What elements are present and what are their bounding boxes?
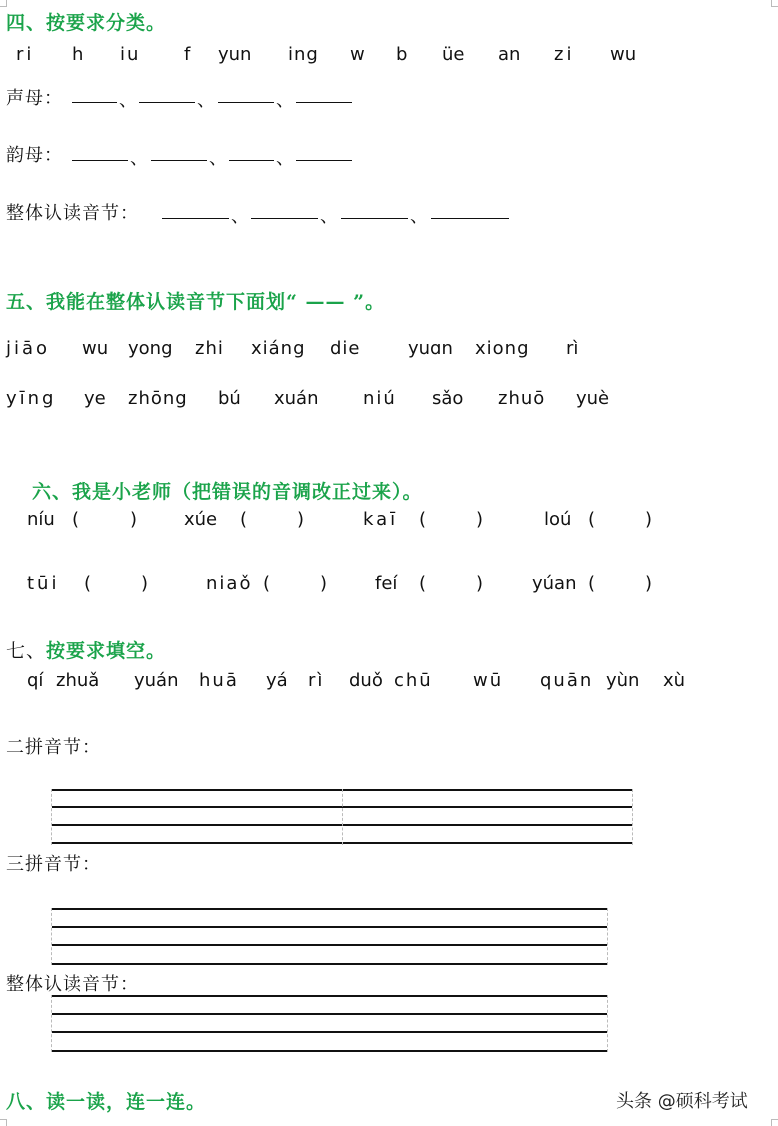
- paren-open: (: [72, 509, 80, 530]
- section-4-title: 四、按要求分类。: [6, 12, 167, 34]
- paren-close: ): [645, 573, 653, 594]
- wrong-syllable: níu: [27, 509, 55, 530]
- paren-close: ): [476, 509, 484, 530]
- writing-line: [52, 963, 607, 965]
- syllable-item: xuán: [274, 388, 319, 409]
- watermark: 头条 @硕科考试: [616, 1091, 748, 1112]
- whole-syllables-label: 整体认读音节：: [6, 203, 139, 224]
- initials-blank-1[interactable]: [72, 86, 117, 103]
- syllable-item: chū: [394, 670, 433, 691]
- syllable-item: duǒ: [349, 670, 383, 691]
- syllable-item: ye: [84, 388, 106, 409]
- syllable-item: zhuǎ: [56, 670, 100, 691]
- wrong-syllable: feí: [375, 573, 398, 594]
- syllable-item: qí: [27, 670, 44, 691]
- letter-item: h: [72, 44, 84, 65]
- letter-item: an: [498, 44, 521, 65]
- syllable-item: yīng: [6, 388, 57, 409]
- finals-blank-4[interactable]: [296, 144, 352, 161]
- whole-recognition-syllables-label: 整体认读音节：: [6, 974, 139, 995]
- two-part-syllables-label: 二拼音节：: [6, 737, 101, 758]
- syllable-item: xù: [663, 670, 686, 691]
- wrong-syllable: kaī: [363, 509, 399, 530]
- initials-label: 声母：: [6, 88, 63, 109]
- syllable-item: xiáng: [251, 338, 306, 359]
- writing-line: [52, 944, 607, 946]
- initials-blank-2[interactable]: [139, 86, 195, 103]
- two-part-syllables-writing-area[interactable]: [51, 789, 633, 845]
- finals-blank-3[interactable]: [229, 144, 274, 161]
- paren-open: (: [240, 509, 248, 530]
- syllable-item: rì: [566, 338, 579, 359]
- paren-close: ): [141, 573, 149, 594]
- page-corner-mark: [771, 1119, 778, 1126]
- three-part-syllables-label: 三拼音节：: [6, 854, 101, 875]
- syllable-item: niú: [363, 388, 397, 409]
- answer-slot[interactable]: [252, 509, 292, 529]
- page-corner-mark: [0, 0, 7, 7]
- separator: 、: [130, 148, 149, 169]
- syllable-item: rì: [308, 670, 325, 691]
- answer-slot[interactable]: [431, 573, 471, 593]
- finals-row: [6, 141, 63, 167]
- writing-line: [52, 1013, 607, 1015]
- section-8-title: 八、读一读，连一连。: [6, 1091, 207, 1113]
- whole-syllables-blank-1[interactable]: [162, 202, 229, 219]
- syllable-item: yuɑn: [408, 338, 453, 359]
- writing-line: [52, 926, 607, 928]
- syllable-item: huā: [199, 670, 239, 691]
- letter-item: b: [396, 44, 408, 65]
- answer-slot[interactable]: [431, 509, 471, 529]
- whole-syllables-blank-3[interactable]: [341, 202, 408, 219]
- separator: 、: [276, 90, 295, 111]
- separator: 、: [320, 206, 339, 227]
- separator: 、: [231, 206, 250, 227]
- answer-slot[interactable]: [600, 509, 640, 529]
- wrong-syllable: yúan: [532, 573, 577, 594]
- whole-syllables-blank-2[interactable]: [251, 202, 318, 219]
- letter-item: ing: [288, 44, 319, 65]
- initials-blank-4[interactable]: [296, 86, 352, 103]
- whole-recognition-syllables-writing-area[interactable]: [51, 995, 608, 1052]
- paren-close: ): [476, 573, 484, 594]
- paren-open: (: [84, 573, 92, 594]
- letter-item: üe: [442, 44, 465, 65]
- page-corner-mark: [771, 0, 778, 7]
- syllable-row-2: [0, 388, 778, 412]
- wrong-syllable: xúe: [184, 509, 218, 530]
- letter-item: wu: [610, 44, 637, 65]
- section-7-number: 七、: [6, 640, 47, 662]
- finals-blank-2[interactable]: [151, 144, 207, 161]
- letter-item: ri: [16, 44, 35, 65]
- section-7-title: [6, 636, 166, 663]
- writing-line: [52, 995, 607, 997]
- whole-syllables-blank-4[interactable]: [431, 202, 509, 219]
- answer-slot[interactable]: [96, 573, 136, 593]
- syllable-item: zhōng: [128, 388, 188, 409]
- paren-open: (: [588, 573, 596, 594]
- column-divider: [342, 789, 343, 845]
- syllable-pool: [0, 670, 778, 694]
- three-part-syllables-writing-area[interactable]: [51, 908, 608, 965]
- wrong-syllable: niaǒ: [206, 573, 253, 594]
- paren-close: ): [645, 509, 653, 530]
- paren-close: ): [297, 509, 305, 530]
- initials-row: [6, 84, 63, 110]
- page-corner-mark: [0, 1119, 7, 1126]
- syllable-item: quān: [540, 670, 594, 691]
- paren-open: (: [419, 509, 427, 530]
- syllable-item: die: [330, 338, 361, 359]
- syllable-item: zhuō: [498, 388, 546, 409]
- syllable-item: wu: [82, 338, 109, 359]
- section-6-title: 六、我是小老师（把错误的音调改正过来）。: [32, 481, 423, 503]
- separator: 、: [119, 90, 138, 111]
- letter-item: w: [350, 44, 365, 65]
- paren-open: (: [419, 573, 427, 594]
- syllable-item: xiong: [475, 338, 530, 359]
- syllable-item: yuán: [134, 670, 179, 691]
- finals-label: 韵母：: [6, 145, 63, 166]
- syllable-item: yùn: [606, 670, 640, 691]
- syllable-item: bú: [218, 388, 241, 409]
- syllable-item: yá: [266, 670, 288, 691]
- wrong-syllable: loú: [544, 509, 572, 530]
- syllable-item: yuè: [576, 388, 610, 409]
- correction-row-1: [0, 509, 778, 533]
- letter-item: f: [184, 44, 191, 65]
- syllable-item: yong: [128, 338, 173, 359]
- answer-slot[interactable]: [275, 573, 315, 593]
- letter-item: zi: [554, 44, 575, 65]
- section-5-title: 五、我能在整体认读音节下面划“ —— ”。: [6, 291, 386, 313]
- syllable-row-1: [0, 338, 778, 362]
- separator: 、: [197, 90, 216, 111]
- correction-row-2: [0, 573, 778, 597]
- paren-open: (: [263, 573, 271, 594]
- wrong-syllable: tūi: [27, 573, 60, 594]
- separator: 、: [410, 206, 429, 227]
- paren-close: ): [130, 509, 138, 530]
- syllable-item: sǎo: [432, 388, 464, 409]
- syllable-item: zhi: [195, 338, 224, 359]
- letter-item: yun: [218, 44, 252, 65]
- letter-list: [0, 44, 778, 68]
- finals-blank-1[interactable]: [72, 144, 128, 161]
- answer-slot[interactable]: [600, 573, 640, 593]
- whole-syllables-row: [6, 199, 139, 225]
- writing-line: [52, 908, 607, 910]
- writing-line: [52, 1050, 607, 1052]
- writing-line: [52, 1031, 607, 1033]
- section-7-text: 按要求填空。: [46, 640, 167, 662]
- separator: 、: [276, 148, 295, 169]
- initials-blank-3[interactable]: [218, 86, 274, 103]
- syllable-item: jiāo: [6, 338, 51, 359]
- paren-close: ): [320, 573, 328, 594]
- paren-open: (: [588, 509, 596, 530]
- syllable-item: wū: [473, 670, 504, 691]
- answer-slot[interactable]: [84, 509, 124, 529]
- letter-item: iu: [120, 44, 141, 65]
- separator: 、: [209, 148, 228, 169]
